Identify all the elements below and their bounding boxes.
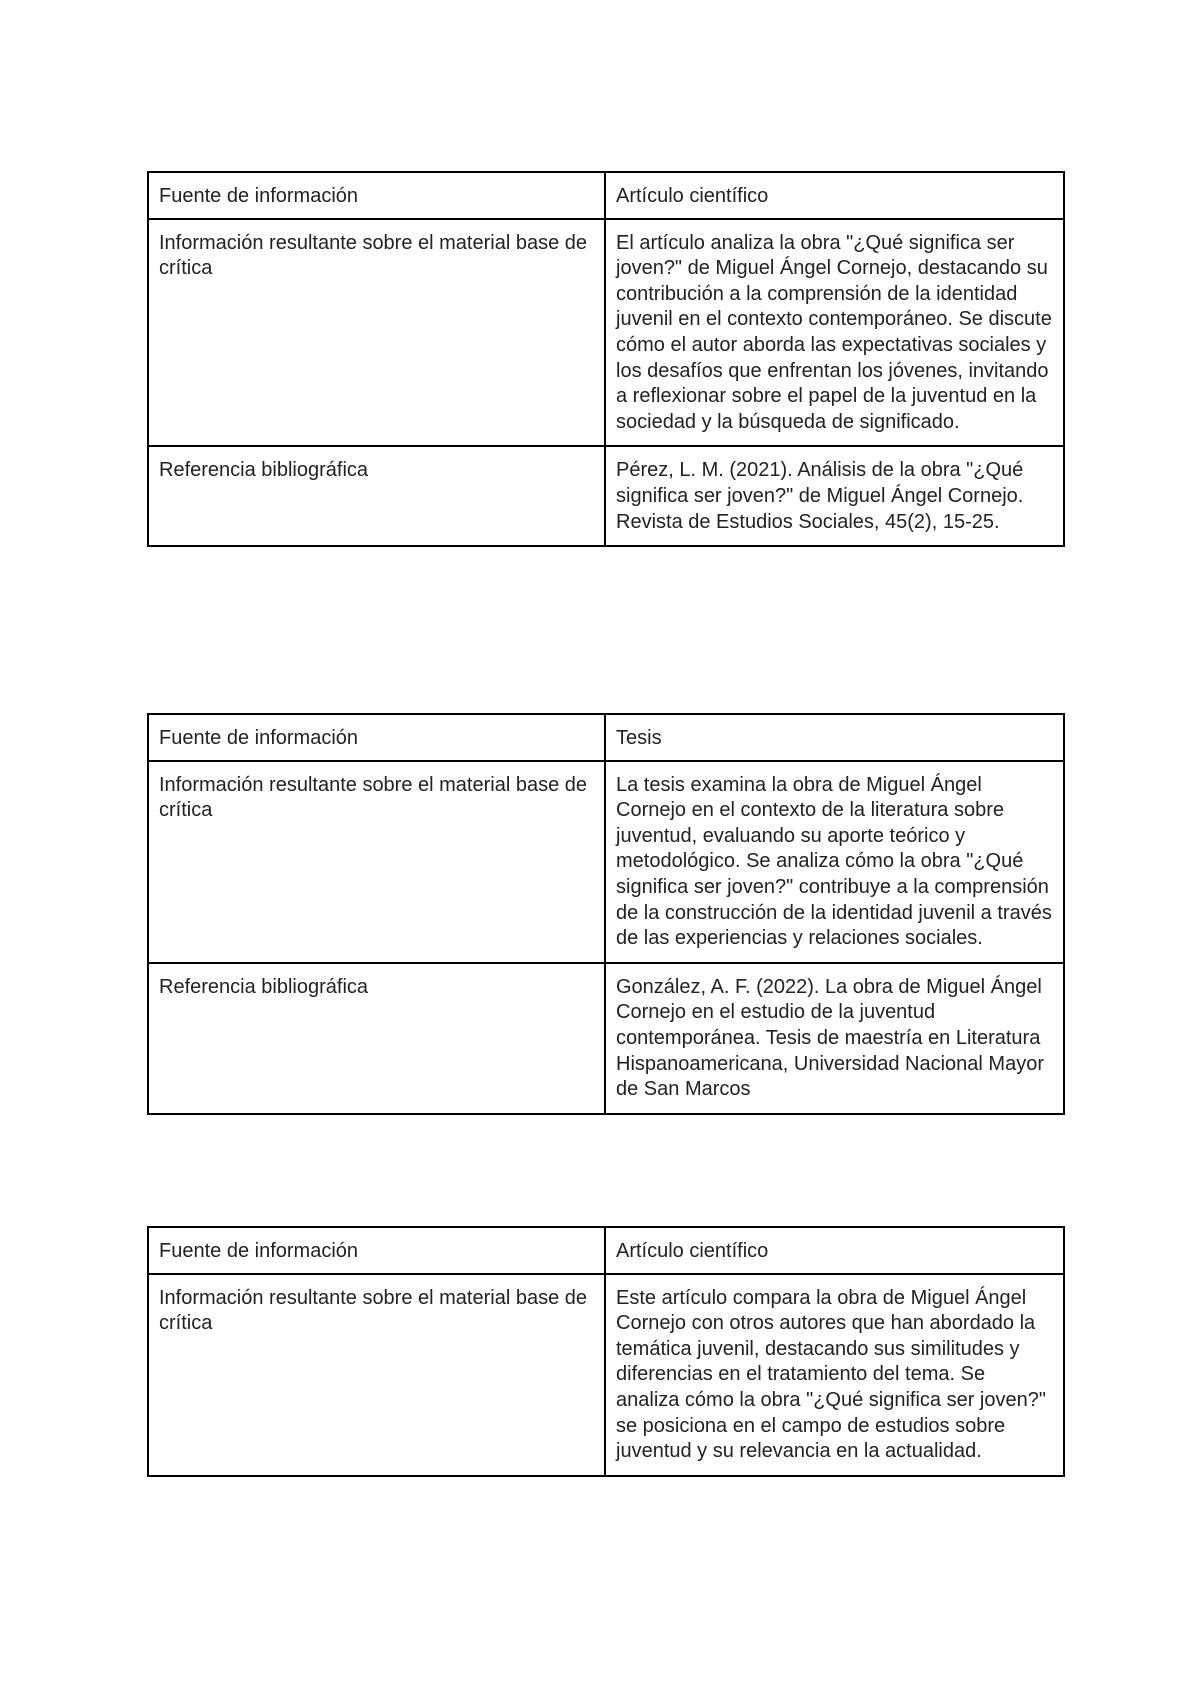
reference-text: González, A. F. (2022). La obra de Miguel Ángel Cornejo en el estudio de la juventud contemporánea. Tesis de maestría en Literatura Hispanoamericana, Universidad Nacional Mayor de San Marcos [605, 963, 1064, 1114]
info-text: Este artículo compara la obra de Miguel Ángel Cornejo con otros autores que han abordado la temática juvenil, destacando sus similitudes y diferencias en el tratamiento del tema. Se analiza cómo la obra "¿Qué significa ser joven?" se posiciona en el campo de estudios sobre juventud y su relevancia en la actualidad. [605, 1274, 1064, 1476]
info-label: Información resultante sobre el material base de crítica [148, 761, 605, 963]
table-row [148, 761, 1064, 963]
source-label: Fuente de información [148, 1227, 605, 1274]
info-text: La tesis examina la obra de Miguel Ángel Cornejo en el contexto de la literatura sobre juventud, evaluando su aporte teórico y metodológico. Se analiza cómo la obra "¿Qué significa ser joven?" contribuye a la comprensión de la construcción de la identidad juvenil a través de las experiencias y relaciones sociales. [605, 761, 1064, 963]
table-row [148, 714, 1064, 761]
table-row [148, 963, 1064, 1114]
table-row [148, 1274, 1064, 1476]
table-row [148, 219, 1064, 447]
info-text: El artículo analiza la obra "¿Qué significa ser joven?" de Miguel Ángel Cornejo, destacando su contribución a la comprensión de la identidad juvenil en el contexto contemporáneo. Se discute cómo el autor aborda las expectativas sociales y los desafíos que enfrentan los jóvenes, invitando a reflexionar sobre el papel de la juventud en la sociedad y la búsqueda de significado. [605, 219, 1064, 447]
reference-label: Referencia bibliográfica [148, 446, 605, 546]
table-row [148, 1227, 1064, 1274]
source-type: Artículo científico [605, 172, 1064, 219]
source-label: Fuente de información [148, 172, 605, 219]
table-row [148, 446, 1064, 546]
source-table-2 [147, 713, 1065, 1115]
source-table-1 [147, 171, 1065, 547]
source-table-3 [147, 1226, 1065, 1477]
table-row [148, 172, 1064, 219]
source-type: Artículo científico [605, 1227, 1064, 1274]
source-label: Fuente de información [148, 714, 605, 761]
reference-text: Pérez, L. M. (2021). Análisis de la obra "¿Qué significa ser joven?" de Miguel Ángel Cornejo. Revista de Estudios Sociales, 45(2), 15-25. [605, 446, 1064, 546]
source-type: Tesis [605, 714, 1064, 761]
info-label: Información resultante sobre el material base de crítica [148, 1274, 605, 1476]
reference-label: Referencia bibliográfica [148, 963, 605, 1114]
info-label: Información resultante sobre el material base de crítica [148, 219, 605, 447]
